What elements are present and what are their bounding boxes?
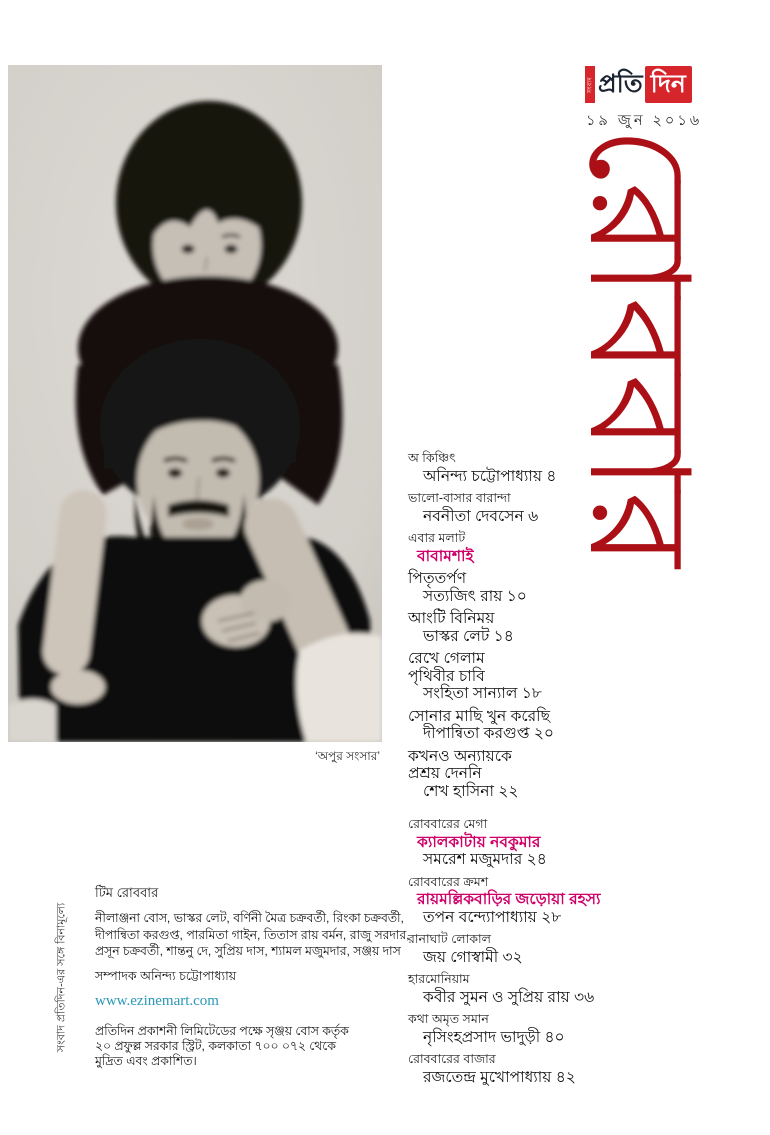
toc-line-label: অ কিঞ্চিৎ xyxy=(408,451,456,465)
toc-line-author: দীপান্বিতা করগুপ্ত ২০ xyxy=(423,725,555,742)
logo-sangbad-text: সংবাদ xyxy=(587,76,594,93)
toc-line-title: পিতৃতর্পণ xyxy=(408,570,467,587)
toc-line-author: ভাস্কর লেট ১৪ xyxy=(423,627,514,645)
publisher-info xyxy=(95,1024,349,1069)
toc-line-author: জয় গোস্বামী ৩২ xyxy=(423,948,523,966)
photo-illustration xyxy=(8,65,382,742)
toc-line-author: নবনীতা দেবসেন ৬ xyxy=(423,507,539,525)
toc-line-label: রানাঘাট লোকাল xyxy=(408,932,491,946)
toc-line-pink: রায়মল্লিকবাড়ির জড়োয়া রহস্য xyxy=(417,891,601,908)
toc-line-title: প্রশ্রয় দেননি xyxy=(408,765,482,782)
apur-sansar-photo xyxy=(8,65,382,742)
toc-line-label: ভালো-বাসার বারান্দা xyxy=(408,491,511,505)
toc-line-label: হারমোনিয়াম xyxy=(408,972,470,986)
team-line: নীলাঞ্জনা বোস, ভাস্কর লেট, বর্ণিনী মৈত্র চক্রবর্তী, রিংকা চক্রবর্তী, xyxy=(95,911,404,925)
toc-line-title: সোনার মাছি খুন করেছি xyxy=(408,707,550,725)
website-link[interactable]: www.ezinemart.com xyxy=(95,993,219,1009)
team-line: দীপান্বিতা করগুপ্ত, পারমিতা গাইন, তিতাস রায় বর্মন, রাজু সরদার, xyxy=(95,927,410,942)
pratidin-logo xyxy=(585,66,692,103)
publisher-line: প্রতিদিন প্রকাশনী লিমিটেডের পক্ষে সৃঞ্জয় বোস কর্তৃক xyxy=(95,1024,349,1038)
toc-line-author: সত্যজিৎ রায় ১০ xyxy=(423,587,527,605)
toc-line-label: রোববারের বাজার xyxy=(408,1052,496,1066)
side-credit: সংবাদ প্রতিদিন-এর সঙ্গে বিনামূল্যে xyxy=(55,902,68,1053)
toc-line-author: সমরেশ মজুমদার ২৪ xyxy=(423,851,547,868)
toc-line-label: রোববারের মেগা xyxy=(408,817,488,831)
toc-line-label: কথা অমৃত সমান xyxy=(408,1012,489,1026)
team-line: প্রসূন চক্রবর্তী, শান্তনু দে, সুপ্রিয় দাস, শ্যামল মজুমদার, সঞ্জয় দাস xyxy=(95,944,401,958)
team-members xyxy=(95,910,410,960)
toc-line-title: পৃথিবীর চাবি xyxy=(408,667,485,685)
logo-text-din: দিন xyxy=(645,66,692,103)
toc-line-label: এবার মলাট xyxy=(408,531,466,545)
toc-line-author: তপন বন্দ্যোপাধ্যায় ২৮ xyxy=(423,908,562,926)
toc-line-author: সংহিতা সান্যাল ১৮ xyxy=(423,685,542,702)
toc-line-title: রেখে গেলাম xyxy=(408,650,485,667)
team-title: টিম রোববার xyxy=(95,885,159,900)
publisher-line: ২০ প্রফুল্ল সরকার স্ট্রিট, কলকাতা ৭০০ ০৭২ থেকে xyxy=(95,1039,336,1053)
publisher-line: মুদ্রিত এবং প্রকাশিত। xyxy=(95,1054,197,1068)
toc-line-title: আংটি বিনিময় xyxy=(408,610,495,627)
editor-credit: সম্পাদক অনিন্দ্য চট্টোপাধ্যায় xyxy=(95,969,237,983)
toc-line-label: রোববারের ক্রমশ xyxy=(408,874,489,889)
toc-line-title: কখনও অন্যায়কে xyxy=(408,747,512,765)
toc-line-author: নৃসিংহপ্রসাদ ভাদুড়ী ৪০ xyxy=(423,1028,565,1046)
table-of-contents xyxy=(408,450,766,1086)
toc-line-author: কবীর সুমন ও সুপ্রিয় রায় ৩৬ xyxy=(423,988,595,1006)
logo-sangbad-strip xyxy=(585,66,595,103)
toc-line-author: অনিন্দ্য চট্টোপাধ্যায় ৪ xyxy=(423,467,557,485)
toc-line-author: রজতেন্দ্র মুখোপাধ্যায় ৪২ xyxy=(423,1068,576,1086)
toc-line-pink: বাবামশাই xyxy=(417,547,474,565)
toc-line-pink: ক্যালকাটায় নবকুমার xyxy=(417,833,541,851)
logo-text-prati: প্রতি xyxy=(595,66,645,103)
toc-line-author: শেখ হাসিনা ২২ xyxy=(423,782,519,800)
issue-date: ১৯ জুন ২০১৬ xyxy=(586,113,703,129)
photo-caption: ‘অপুর সংসার’ xyxy=(315,749,380,763)
masthead-robbar: রোববার xyxy=(561,126,715,568)
